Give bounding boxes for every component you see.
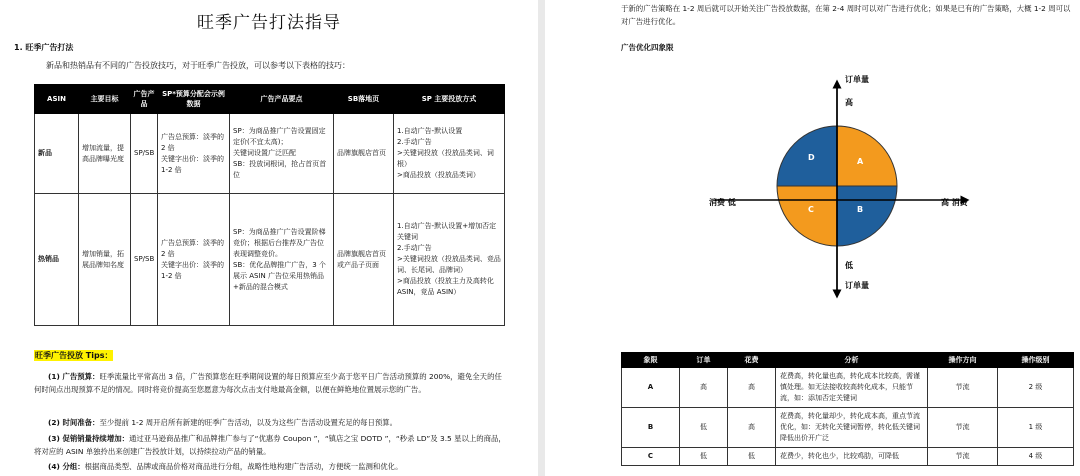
- tip-paragraph: [34, 432, 506, 458]
- tip-label: (4) 分组：: [48, 462, 85, 471]
- high-label: 高: [845, 98, 853, 107]
- tip-label: (2) 时间准备：: [48, 418, 100, 427]
- table-cell: C: [622, 448, 680, 466]
- right-page: [545, 0, 1080, 476]
- strategy-table: [34, 84, 505, 326]
- table-row: [622, 448, 1074, 466]
- table-header: 订单: [680, 353, 728, 368]
- quadrant-c-wedge: [777, 186, 837, 246]
- table-cell: 低: [680, 408, 728, 448]
- table-row: [622, 368, 1074, 408]
- table-header: 操作方向: [928, 353, 998, 368]
- table-cell: 节流: [928, 408, 998, 448]
- table-cell: 1 级: [998, 408, 1074, 448]
- quadrant-c-label: C: [808, 205, 814, 214]
- table-cell: 低: [680, 448, 728, 466]
- tip-text: 根据商品类型、品牌或商品价格对商品进行分组，战略性地构建广告活动，方便统一监测和优化。: [84, 462, 403, 471]
- table-cell: 增加销量，拓展品牌知名度: [79, 194, 131, 326]
- table-cell: 高: [680, 368, 728, 408]
- quadrant-d-label: D: [808, 153, 815, 162]
- tip-paragraph: [34, 460, 506, 473]
- table-cell: 热销品: [35, 194, 79, 326]
- y-axis-label-top: 订单量: [845, 75, 869, 84]
- tip-text: 旺季流量比平常高出 3 倍，广告预算您在旺季期间设置的每日预算应至少高于您平日广告活动预算的 200%，避免全天的任何时间点出现预算不足的情况。同时将竞价提高至您愿意为每次点击支付地最高金额，以便在鲜艳地位置展示您的广告。: [34, 372, 502, 394]
- table-row: [35, 194, 505, 326]
- tip-paragraph: [34, 416, 506, 429]
- quadrant-a-label: A: [857, 157, 864, 166]
- table-header: 广告产品要点: [230, 85, 334, 114]
- table-cell: 花费高，转化量却少，转化成本高，重点节流优化，如：无转化关键词暂停，转化低关键词降低出价开广泛: [776, 408, 928, 448]
- optimization-table: [621, 352, 1074, 466]
- table-header: 广告产品: [131, 85, 158, 114]
- table-cell: 广告总预算：淡季的 2 倍 关键字出价：淡季的 1-2 倍: [158, 194, 230, 326]
- table-header: SB落地页: [334, 85, 394, 114]
- table-cell: SP：为商品推广广告设置固定定价(不宜太高)； 关键词设置广泛匹配 SB：投放词根词，抢占首页首位: [230, 114, 334, 194]
- table-cell: 新品: [35, 114, 79, 194]
- table-cell: 花费少，转化也少，比较鸡肋，可降低: [776, 448, 928, 466]
- tip-paragraph: [34, 370, 506, 396]
- table-cell: A: [622, 368, 680, 408]
- table-header: 分析: [776, 353, 928, 368]
- tip-text: 至少提前 1-2 周开启所有新建的旺季广告活动，以及为这些广告活动设置充足的每日预算。: [99, 418, 398, 427]
- table-cell: 品牌旗舰店首页: [334, 114, 394, 194]
- quadrant-b-wedge: [837, 186, 897, 246]
- x-axis-label-left: 消费 低: [709, 198, 736, 207]
- table-cell: 高: [728, 408, 776, 448]
- table-cell: SP：为商品推广广告设置阶梯竞价；根据后台推荐及广告位表现调整竞价。 SB：优化品牌推广广告，3 个展示 ASIN 广告位采用热销品+新品的混合模式: [230, 194, 334, 326]
- table-cell: 增加流量，提高品牌曝光度: [79, 114, 131, 194]
- y-axis-label-bottom: 订单量: [845, 281, 869, 290]
- table-header-row: [35, 85, 505, 114]
- intro-paragraph: 新品和热销品有不同的广告投放技巧，对于旺季广告投放，可以参考以下表格的技巧：: [46, 61, 350, 70]
- table-cell: 节流: [928, 448, 998, 466]
- table-cell: 1.自动广告-默认设置 2.手动广告 >关键词投放（投放品类词、词根） >商品投放（投放品类词）: [394, 114, 505, 194]
- table-header: 操作级别: [998, 353, 1074, 368]
- table-header: ASIN: [35, 85, 79, 114]
- x-axis-label-right: 高 消费: [941, 198, 968, 207]
- table-row: [622, 408, 1074, 448]
- low-label: 低: [845, 261, 853, 270]
- table-cell: 4 级: [998, 448, 1074, 466]
- quadrant-a-wedge: [837, 126, 897, 186]
- table-cell: 低: [728, 448, 776, 466]
- table-cell: SP/SB: [131, 194, 158, 326]
- document-title: 旺季广告打法指导: [197, 13, 341, 33]
- section-heading: 1. 旺季广告打法: [14, 43, 74, 52]
- left-page: [0, 0, 538, 476]
- tip-text: 通过亚马逊商品推广和品牌推广参与了“优惠券 Coupon ”，“镇店之宝 DOTD ”，“秒杀 LD”及 3.5 星以上的商品，将对应的 ASIN 单独拎出来创建广告投放计划，以持续拉动产品的销量。: [34, 434, 506, 456]
- table-cell: SP/SB: [131, 114, 158, 194]
- table-cell: 品牌旗舰店首页或产品子页面: [334, 194, 394, 326]
- tip-label: (1) 广告预算：: [48, 372, 100, 381]
- quadrant-d-wedge: [777, 126, 837, 186]
- table-cell: 高: [728, 368, 776, 408]
- table-cell: 1.自动广告-默认设置+增加否定关键词 2.手动广告 >关键词投放（投放品类词、竞品词、长尾词、品牌词） >商品投放（投放主力及高转化 ASIN，竞品 ASIN）: [394, 194, 505, 326]
- continued-paragraph: 于新的广告策略在 1-2 周后就可以开始关注广告投放数据，在第 2-4 周时可以对广告进行优化；如果是已有的广告策略，大概 1-2 周可以对广告进行优化。: [621, 4, 1071, 26]
- quadrant-title: 广告优化四象限: [621, 43, 674, 52]
- table-cell: 广告总预算：淡季的 2 倍 关键字出价：淡季的 1-2 倍: [158, 114, 230, 194]
- tips-heading: 旺季广告投放 Tips：: [35, 351, 113, 360]
- table-header: 花费: [728, 353, 776, 368]
- table-header: SP 主要投放方式: [394, 85, 505, 114]
- table-header: SP*预算分配会示例数据: [158, 85, 230, 114]
- quadrant-b-label: B: [857, 205, 864, 214]
- table-header: 象限: [622, 353, 680, 368]
- table-cell: 花费高，转化量也高，转化成本比较高，需谨慎处理。如无法接收较高转化成本，只能节流，如：添加否定关键词: [776, 368, 928, 408]
- table-header-row: [622, 353, 1074, 368]
- table-row: [35, 114, 505, 194]
- table-cell: 节流: [928, 368, 998, 408]
- tip-label: (3) 促销销量持续增加：: [48, 434, 129, 443]
- table-cell: B: [622, 408, 680, 448]
- table-header: 主要目标: [79, 85, 131, 114]
- table-cell: 2 级: [998, 368, 1074, 408]
- quadrant-diagram: [695, 68, 985, 303]
